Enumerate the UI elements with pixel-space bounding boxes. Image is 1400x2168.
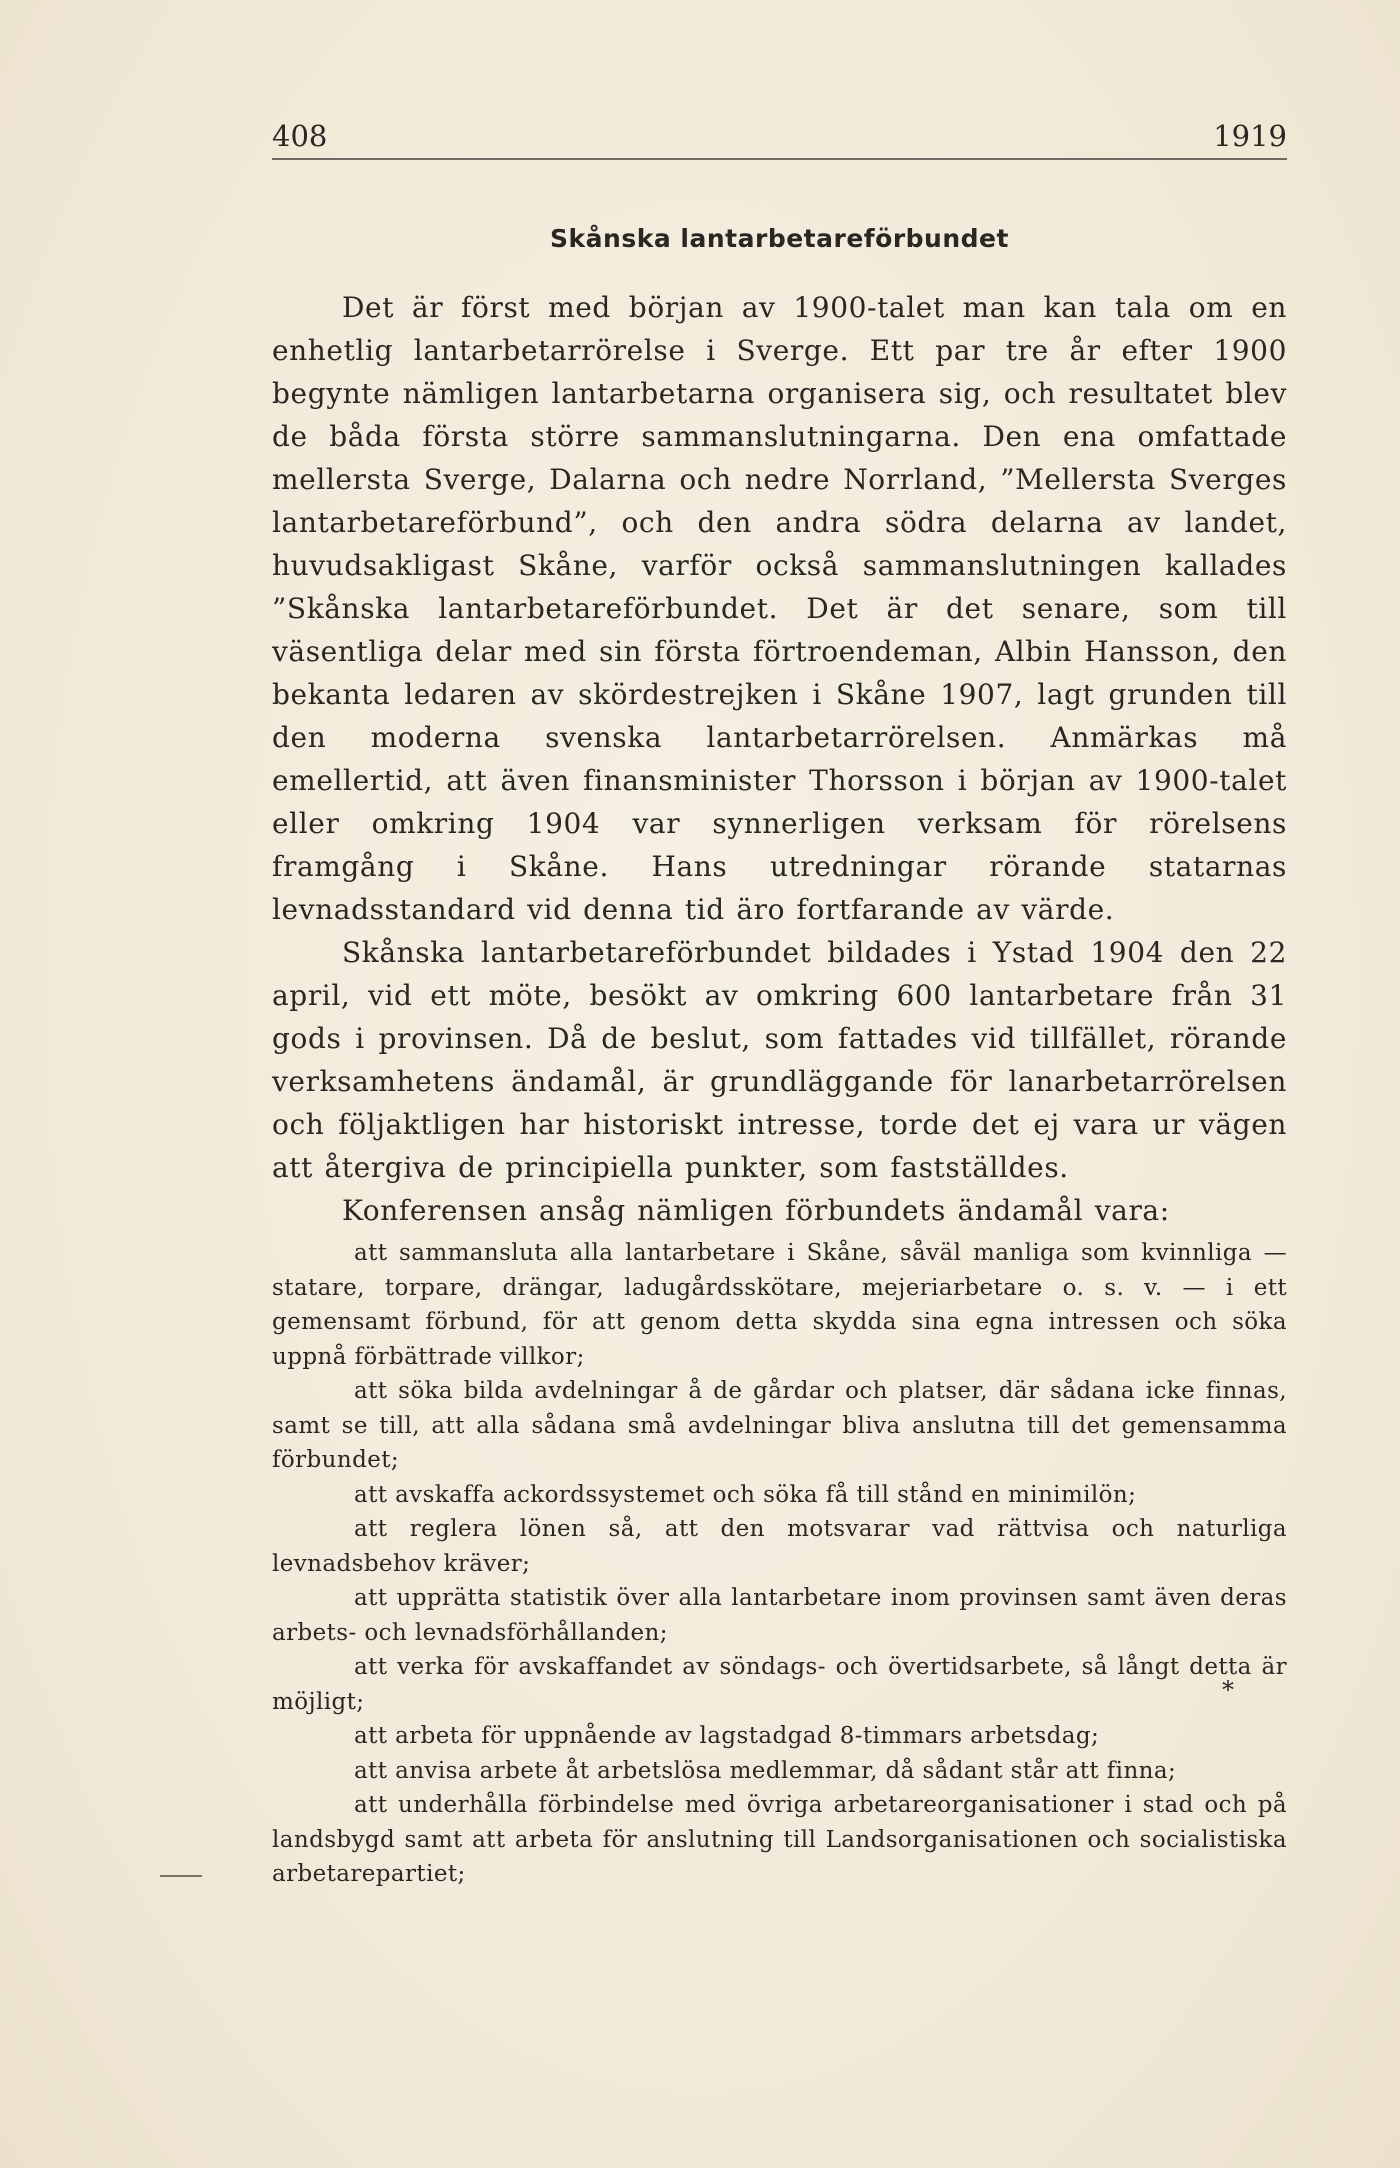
section-heading: Skånska lantarbetareförbundet — [550, 224, 1009, 253]
aim-item: att underhålla förbindelse med övriga arbetareorganisationer i stad och på landsbygd samt att arbeta för anslutning till Landsorganisationen och socialistiska arbetarepartiet; — [272, 1792, 1287, 1887]
aim-item: att arbeta för uppnående av lagstadgad 8-timmars arbetsdag; — [354, 1723, 1100, 1749]
running-head-year: 1919 — [1213, 119, 1287, 153]
aims-list — [272, 1236, 1287, 1892]
aim-item: att söka bilda avdelningar å de gårdar och platser, där sådana icke finnas, samt se till, att alla sådana små avdelningar bliva anslutna till det gemensamma förbundet; — [272, 1378, 1287, 1473]
aim-item: att sammansluta alla lantarbetare i Skåne, såväl manliga som kvinnliga — statare, torpare, drängar, ladugårdsskötare, mejeriarbetare o. s. v. — i ett gemensamt förbund, för att genom detta skydda sina egna intressen och söka uppnå förbättrade villkor; — [272, 1240, 1287, 1370]
header-rule — [272, 158, 1287, 160]
aim-item: att anvisa arbete åt arbetslösa medlemmar, då sådant står att finna; — [354, 1757, 1177, 1784]
aim-item: att upprätta statistik över alla lantarbetare inom provinsen samt även deras arbets- och levnadsförhållanden; — [272, 1585, 1287, 1646]
page-number: 408 — [272, 119, 328, 153]
running-head — [272, 118, 1287, 154]
paragraph-intro: Det är först med början av 1900-talet man kan tala om en enhetlig lantarbetarrörelse i Sverge. Ett par tre år efter 1900 begynte nämligen lantarbetarna organisera sig, och resultatet blev de båda första större sammanslutningarna. Den ena omfattade mellersta Sverge, Dalarna och nedre Norrland, ”Mellersta Sverges lantarbetareförbund”, och den andra södra delarna av landet, huvudsakligast Skåne, varför också sammanslutningen kallades ”Skånska lantarbetareförbundet. Det är det senare, som till väsentliga delar med sin första förtroendeman, Albin Hansson, den bekanta ledaren av skördestrejken i Skåne 1907, lagt grunden till den moderna svenska lantarbetarrörelsen. Anmärkas må emellertid, att även finansminister Thorsson i början av 1900-talet eller omkring 1904 var synnerligen verksam för rörelsens framgång i Skåne. Hans utredningar rörande statarnas levnadsstandard vid denna tid äro fortfarande av värde. — [272, 291, 1287, 926]
paragraph-aims-lead: Konferensen ansåg nämligen förbundets ändamål vara: — [342, 1194, 1170, 1227]
body-text — [272, 286, 1287, 1892]
aim-item: att verka för avskaffandet av söndags- och övertidsarbete, så långt detta är möjligt; — [272, 1654, 1287, 1715]
paragraph-founding: Skånska lantarbetareförbundet bildades i Ystad 1904 den 22 april, vid ett möte, besökt av omkring 600 lantarbetare från 31 gods i provinsen. Då de beslut, som fattades vid tillfället, rörande verksamhetens ändamål, är grundläggande för lanarbetarrörelsen och följaktligen har historiskt intresse, torde det ej vara ur vägen att återgiva de principiella punkter, som fastställdes. — [272, 936, 1287, 1184]
aim-item: att reglera lönen så, att den motsvarar vad rättvisa och naturliga levnadsbehov kräver; — [272, 1516, 1287, 1577]
margin-dash — [160, 1875, 202, 1877]
margin-asterisk: * — [1222, 1676, 1234, 1704]
aim-item: att avskaffa ackordssystemet och söka få till stånd en minimilön; — [354, 1481, 1137, 1508]
